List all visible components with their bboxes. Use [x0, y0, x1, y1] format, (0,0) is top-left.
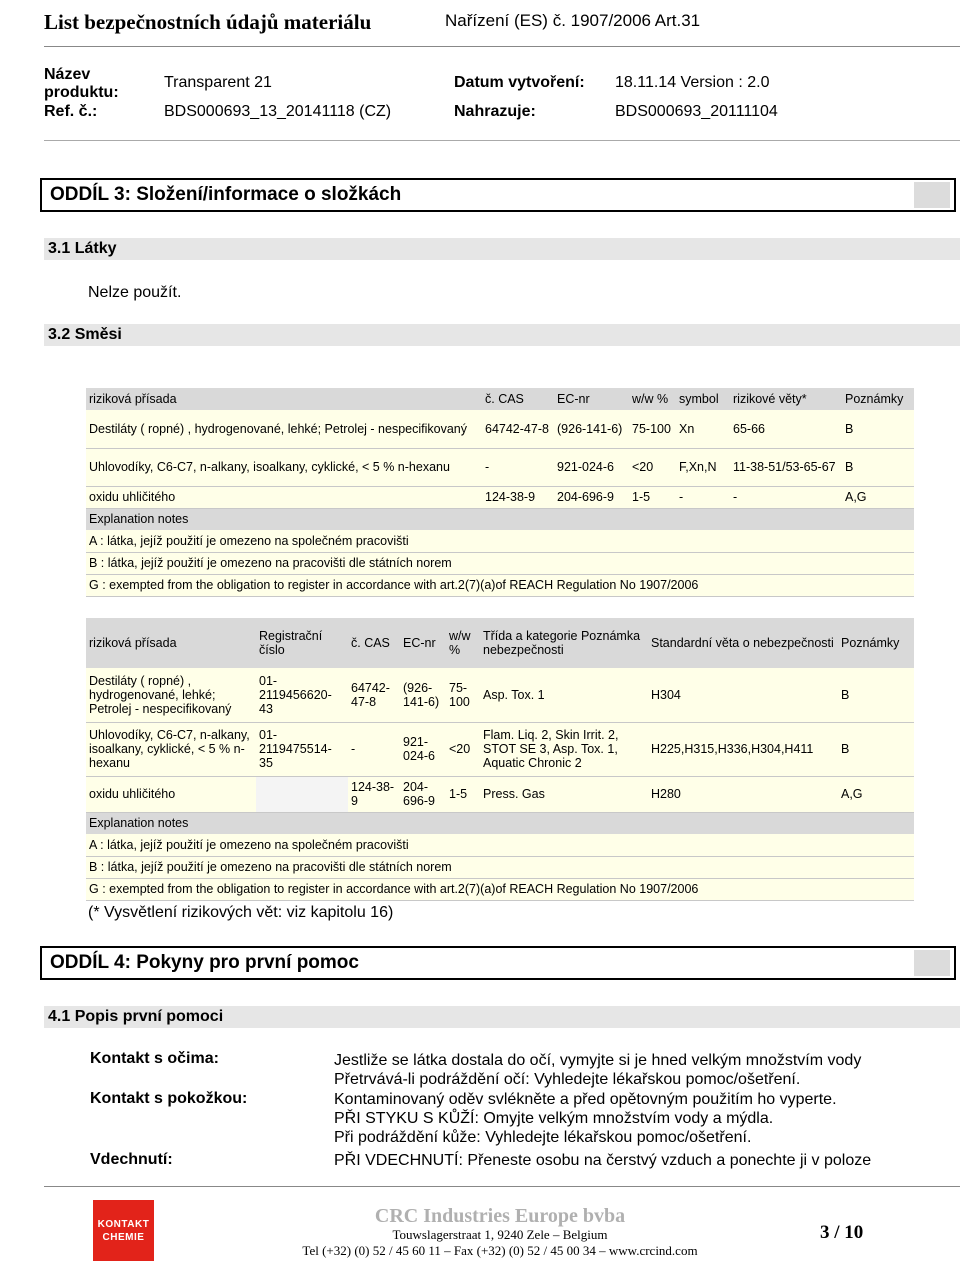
- table-cell: 204-696-9: [400, 776, 446, 812]
- risk-phrases-footnote: (* Vysvětlení rizikových vět: viz kapitolu 16): [88, 904, 394, 921]
- table-cell: 124-38-9: [348, 776, 400, 812]
- table-row: [86, 486, 914, 508]
- header-bottom-divider: [44, 140, 960, 141]
- note-text: A : látka, jejíž použití je omezeno na společném pracovišti: [86, 530, 914, 552]
- table-row: [86, 722, 914, 776]
- table-cell: Destiláty ( ropné) , hydrogenované, lehké; Petrolej - nespecifikovaný: [86, 668, 256, 722]
- logo-text: KONTAKT: [97, 1218, 150, 1230]
- ref-label: Ref. č.:: [44, 103, 98, 120]
- instruction-line: Kontaminovaný oděv svlékněte a před opětovným použitím ho vyperte.: [334, 1091, 837, 1108]
- table-cell: A,G: [838, 776, 914, 812]
- notes-header-row: [86, 508, 914, 530]
- company-name: CRC Industries Europe bvba: [374, 1205, 626, 1227]
- table-cell: Uhlovodíky, C6-C7, n-alkany, isoalkany, cyklické, < 5 % n-hexanu: [86, 722, 256, 776]
- document-title: List bezpečnostních údajů materiálu: [44, 10, 372, 34]
- table-cell: -: [676, 486, 730, 508]
- column-header: riziková přísada: [86, 618, 256, 668]
- table-cell: 64742-47-8: [348, 668, 400, 722]
- note-row: [86, 530, 914, 552]
- product-value: Transparent 21: [164, 74, 272, 91]
- note-row: [86, 856, 914, 878]
- instruction-line: Jestliže se látka dostala do očí, vymyjte si je hned velkým množstvím vody: [334, 1052, 862, 1069]
- note-text: A : látka, jejíž použití je omezeno na společném pracovišti: [86, 834, 914, 856]
- logo-text: CHEMIE: [102, 1231, 145, 1243]
- table-cell: H280: [648, 776, 838, 812]
- notes-title: Explanation notes: [86, 508, 914, 530]
- composition-table-clp: [86, 618, 914, 901]
- column-header: w/w %: [446, 618, 480, 668]
- footer-divider: [44, 1186, 960, 1187]
- note-text: B : látka, jejíž použití je omezeno na pracovišti dle státních norem: [86, 856, 914, 878]
- column-header: EC-nr: [400, 618, 446, 668]
- ref-value: BDS000693_13_20141118 (CZ): [164, 103, 392, 120]
- column-header: rizikové věty*: [730, 388, 842, 410]
- notes-header-row: [86, 812, 914, 834]
- column-header: č. CAS: [482, 388, 554, 410]
- column-header: riziková přísada: [86, 388, 482, 410]
- table-cell: F,Xn,N: [676, 448, 730, 486]
- eye-contact-label: Kontakt s očima:: [90, 1050, 219, 1067]
- table-cell: <20: [629, 448, 676, 486]
- table-cell: 65-66: [730, 410, 842, 448]
- table-cell: 1-5: [446, 776, 480, 812]
- column-header: č. CAS: [348, 618, 400, 668]
- composition-table-dsd: [86, 388, 914, 597]
- table-header-row: [86, 388, 914, 410]
- table-cell: -: [730, 486, 842, 508]
- replaces-value: BDS000693_20111104: [615, 103, 778, 120]
- table-cell: 921-024-6: [400, 722, 446, 776]
- instruction-line: PŘI STYKU S KŮŽÍ: Omyjte velkým množstvím vody a mýdla.: [334, 1110, 774, 1127]
- note-text: G : exempted from the obligation to register in accordance with art.2(7)(a)of REACH Regulation No 1907/2006: [86, 878, 914, 900]
- table-cell: -: [482, 448, 554, 486]
- subsection-3-2: 3.2 Směsi: [44, 324, 960, 346]
- table-row: [86, 668, 914, 722]
- note-row: [86, 834, 914, 856]
- column-header: symbol: [676, 388, 730, 410]
- table-cell: 75-100: [629, 410, 676, 448]
- subsection-3-1: 3.1 Látky: [44, 238, 960, 260]
- table-cell: Uhlovodíky, C6-C7, n-alkany, isoalkany, cyklické, < 5 % n-hexanu: [86, 448, 482, 486]
- subsection-4-1: 4.1 Popis první pomoci: [44, 1006, 960, 1028]
- table-cell: Press. Gas: [480, 776, 648, 812]
- company-address: Touwslagerstraat 1, 9240 Zele – Belgium: [392, 1227, 608, 1242]
- kontakt-chemie-logo: [93, 1200, 154, 1261]
- eye-contact-text: [334, 1051, 861, 1089]
- table-cell: B: [838, 668, 914, 722]
- skin-contact-text: [334, 1090, 837, 1147]
- table-cell: Xn: [676, 410, 730, 448]
- skin-contact-label: Kontakt s pokožkou:: [90, 1090, 248, 1107]
- table-cell: Asp. Tox. 1: [480, 668, 648, 722]
- instruction-line: Při podráždění kůže: Vyhledejte lékařskou pomoc/ošetření.: [334, 1129, 752, 1146]
- table-cell: Flam. Liq. 2, Skin Irrit. 2, STOT SE 3, Asp. Tox. 1, Aquatic Chronic 2: [480, 722, 648, 776]
- note-text: G : exempted from the obligation to register in accordance with art.2(7)(a)of REACH Regulation No 1907/2006: [86, 574, 914, 596]
- table-cell: 921-024-6: [554, 448, 629, 486]
- table-cell: [256, 776, 348, 812]
- table-cell: 01-2119456620-43: [256, 668, 348, 722]
- section-4-heading: [40, 946, 956, 980]
- table-cell: B: [838, 722, 914, 776]
- section-3-title: ODDÍL 3: Složení/informace o složkách: [50, 184, 402, 205]
- table-row: [86, 448, 914, 486]
- inhalation-text: [334, 1151, 871, 1170]
- table-row: [86, 410, 914, 448]
- table-cell: 1-5: [629, 486, 676, 508]
- table-cell: 204-696-9: [554, 486, 629, 508]
- section-3-heading: [40, 178, 956, 212]
- note-row: [86, 878, 914, 900]
- table-row: [86, 776, 914, 812]
- column-header: Standardní věta o nebezpečnosti: [648, 618, 838, 668]
- column-header: Třída a kategorie Poznámka nebezpečnosti: [480, 618, 648, 668]
- table-cell: 124-38-9: [482, 486, 554, 508]
- table-cell: A,G: [842, 486, 914, 508]
- notes-title: Explanation notes: [86, 812, 914, 834]
- note-row: [86, 552, 914, 574]
- table-header-row: [86, 618, 914, 668]
- table-cell: 01-2119475514-35: [256, 722, 348, 776]
- page-number: 3 / 10: [820, 1222, 864, 1243]
- table-cell: <20: [446, 722, 480, 776]
- date-value: 18.11.14 Version : 2.0: [615, 74, 770, 91]
- table-cell: Destiláty ( ropné) , hydrogenované, lehké; Petrolej - nespecifikovaný: [86, 410, 482, 448]
- column-header: EC-nr: [554, 388, 629, 410]
- table-cell: oxidu uhličitého: [86, 776, 256, 812]
- date-label: Datum vytvoření:: [454, 74, 585, 91]
- table-cell: B: [842, 410, 914, 448]
- column-header: w/w %: [629, 388, 676, 410]
- product-label: Název produktu:: [44, 66, 119, 101]
- table-cell: 75-100: [446, 668, 480, 722]
- table-cell: 64742-47-8: [482, 410, 554, 448]
- table-cell: (926-141-6): [554, 410, 629, 448]
- table-cell: oxidu uhličitého: [86, 486, 482, 508]
- inhalation-label: Vdechnutí:: [90, 1151, 173, 1168]
- company-contact: Tel (+32) (0) 52 / 45 60 11 – Fax (+32) (0) 52 / 45 00 34 – www.crcind.com: [302, 1243, 698, 1258]
- table-cell: -: [348, 722, 400, 776]
- table-cell: (926-141-6): [400, 668, 446, 722]
- regulation-reference: Nařízení (ES) č. 1907/2006 Art.31: [445, 11, 701, 30]
- header-divider: [44, 46, 960, 47]
- table-cell: 11-38-51/53-65-67: [730, 448, 842, 486]
- note-row: [86, 574, 914, 596]
- section-4-title: ODDÍL 4: Pokyny pro první pomoc: [50, 952, 359, 973]
- instruction-line: PŘI VDECHNUTÍ: Přeneste osobu na čerstvý vzduch a ponechte ji v poloze: [334, 1152, 872, 1169]
- column-header: Poznámky: [842, 388, 914, 410]
- replaces-label: Nahrazuje:: [454, 103, 536, 120]
- column-header: Poznámky: [838, 618, 914, 668]
- column-header: Registrační číslo: [256, 618, 348, 668]
- table-cell: H225,H315,H336,H304,H411: [648, 722, 838, 776]
- note-text: B : látka, jejíž použití je omezeno na pracovišti dle státních norem: [86, 552, 914, 574]
- table-cell: H304: [648, 668, 838, 722]
- table-cell: B: [842, 448, 914, 486]
- instruction-line: Přetrvává-li podráždění očí: Vyhledejte lékařskou pomoc/ošetření.: [334, 1071, 801, 1088]
- substances-text: Nelze použít.: [88, 284, 182, 301]
